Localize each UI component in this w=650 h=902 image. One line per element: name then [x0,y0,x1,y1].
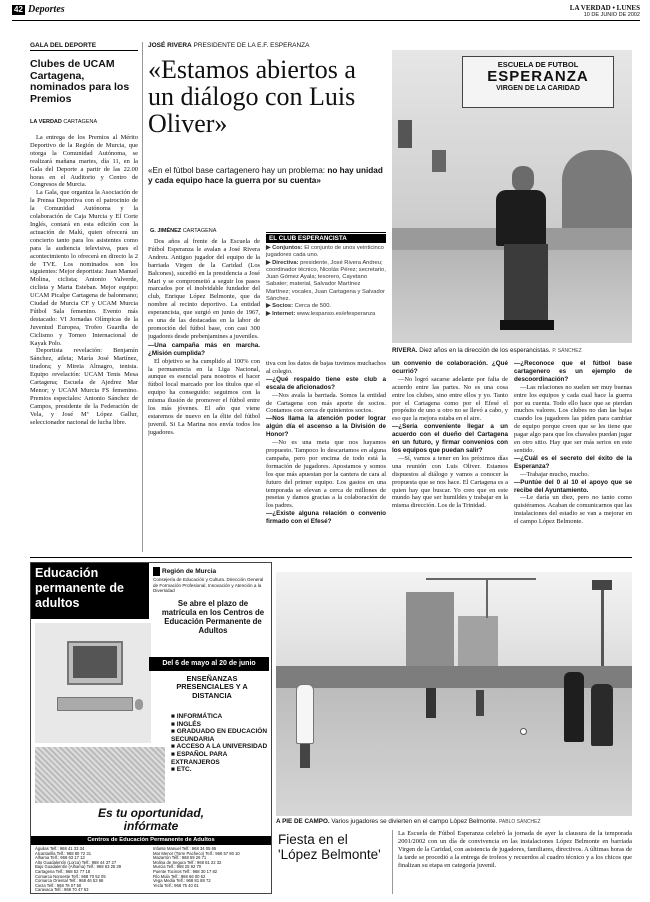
player-figure [476,690,484,716]
advertisement [30,562,272,894]
photo-window [432,150,446,172]
article-column-2 [266,360,386,550]
region-sub: Consejería de Educación y Cultura. Dirección General de Formación Profesional, Innovación y Atención a la Diversidad [153,577,264,593]
sidebar-credit [30,119,138,125]
ball-icon [520,728,527,735]
byline-name: G. JIMÉNEZ [150,228,182,234]
ad-region [153,567,269,594]
kicker-name: JOSÉ RIVERA [148,42,192,49]
photo2-caption [276,818,632,825]
issue-date: 10 DE JUNIO DE 2002 [583,12,640,18]
photo-window [398,120,412,148]
club-box-title: EL CLUB ESPERANCISTA [266,234,386,243]
deck-normal: «En el fútbol base cartagenero hay un problema: [148,166,326,175]
photo1-credit: P. SÁNCHEZ [552,348,582,354]
player-figure [426,688,436,718]
photo2-floodlight [592,580,612,590]
deck-bold: no hay unidad y cada equipo hace la guerra por su cuenta» [148,166,383,185]
bottom-divider [392,830,393,894]
article-headline: «Estamos abiertos a un diálogo con Luis Oliver» [148,55,356,138]
ad-course-item: ■ GRADUADO EN EDUCACIÓN SECUNDARIA [171,728,268,743]
photo2-credit: PABLO SÁNCHEZ [498,819,541,825]
player-figure [300,744,310,768]
byline-place: CARTAGENA [182,228,217,234]
photo2-caption-text: Varios jugadores se divierten en el campo López Belmonte. [331,818,498,825]
article-paragraph: —Trabajar mucho, mucho. [520,470,589,478]
club-box-item: ▶ Socios: Cerca de 500. [266,303,332,310]
ad-centers-left: Águilas Telf.: 968 41 33 34 Alcantarilla Telf.: 968 80 72 31 Alhama Telf.: 968 63 17 13 Alto Guadalentín (Lorca) Telf.: 968 44 37 27 Bajo Guadalentín (Alhama) Telf.: 968 63 25 39 Cartagena Telf.: 968 52 77 18 Comarca Noroeste Telf.: 968 70 52 05 Comarca Oriental Telf.: 968 46 53 68 Cieza Telf.: 968 76 07 50 Caravaca Telf.: 968 70 47 63 [35,846,122,893]
ad-teaching: ENSEÑANZAS PRESENCIALES Y A DISTANCIA [176,674,248,700]
ad-open-text: Se abre el plazo de matrícula en los Centros de Educación Permanente de Adultos [161,599,265,635]
ad-course-item: ■ ESPAÑOL PARA EXTRANJEROS [171,750,228,766]
person-torso [496,190,546,246]
computer-keyboard-icon [57,697,133,711]
header-rule [12,20,640,21]
ad-course-item: ■ ETC. [171,766,192,774]
article-question: —Puntúe del 0 al 10 el apoyo que se recibe del Ayuntamiento. [514,478,632,494]
player-figure [564,672,584,742]
sidebar-body [30,134,138,554]
sidebar-kicker: GALA DEL DEPORTE [30,42,138,51]
article-question: —¿Cuál es el secreto del éxito de la Esperanza? [514,454,632,470]
article-paragraph: —Le daría un diez, pero no tanto como quisiéramos. Acaban de comunicarnos que las instalaciones del estadio se van a mejorar en el campo López Belmonte. [514,494,632,526]
article-paragraph: —Nos avala la barriada. Somos la entidad de Cartagena con más aporte de socios. Contamos con cerca de quinientos socios. [266,391,386,415]
article-byline [150,228,216,234]
sign-line-2: ESPERANZA [487,68,589,85]
ad-slogan-line-1: Es tu oportunidad, [98,806,204,820]
bottom-text: La Escuela de Fútbol Esperanza celebró la jornada de ayer la clausura de la temporada 2001/2002 con un día de convivencia en las instalaciones López Belmonte en barriada Virgen de la Caridad, con asistencia de jugadores, familiares, directivos. A últimas horas de la tarde se procedió a la entrega de trofeos y recuerdos al cuadro técnico y a los chicos que finalizan su etapa en categoría juvenil. [398,830,632,869]
ad-title: Educación permanente de adultos [35,566,124,610]
club-box-item: ▶ Internet: www.lespanso.es/efesperanza [266,310,376,317]
photo1-caption-text: Diez años en la dirección de los esperancistas. [419,347,551,354]
photo2-building [406,592,454,672]
computer-illustration [35,623,151,743]
ad-slogan-line-2: infórmate [123,819,179,833]
article-column-4 [514,360,632,550]
article-paragraph: —Las relaciones no suelen ser muy buenas entre los equipos y cada cual hace la guerra por su cuenta. Todo ello hace que se pierdan muchos valores. Los clubes no dan las bajas cuando los jugadores las piden para cambiar de equipo porque creen que se les tiene que pagar algo para que los chavales puedan jugar en otro sitio. Hay que ser más serios en este sentido. [514,383,632,454]
article-kicker [148,42,388,49]
article-paragraph: Dos años al frente de la Escuela de Fútbol Esperanza le avalan a José Rivera Andreu. Antiguo jugador del equipo de la barriada Virgen de la Caridad (Los Balcones), sucedió en la presidencia a José Mari y se comprometió a seguir los pasos marcados por el inolvidable fundador del club, Enrique López Belmonte, que da nombre al recinto deportivo. La entidad esperancista, que surgió en junio de 1967, es una de las destacadas en la labor de promoción del fútbol base, con casi 300 jugadores desde prebenjamines a juveniles. [148,238,260,340]
person-feet [500,320,554,330]
article-question: —¿Sería conveniente llegar a un acuerdo con el dueño del Cartagena en un futuro, y firmar convenios con los equipos que puedan salir? [392,423,508,454]
club-info-box [266,232,386,354]
photo2-caption-lead: A PIE DE CAMPO. [276,818,330,825]
sign-line-1: ESCUELA DE FUTBOL [497,60,579,69]
club-box-item: ▶ Conjuntos: El conjunto de unos veinticinco jugadores cada uno. [266,245,384,259]
ad-centers-right: Infante Manuel Telf.: 968 34 05 65 Mar Menor (Torre Pacheco) Telf.: 968 57 80 10 Mazarrón Telf.: 968 59 26 71 Molina de Segura Telf.: 968 61 22 32 Murcia Telf.: 968 25 92 70 Puente Tocinos Telf.: 968 30 17 82 Río Mula Telf.: 968 66 00 62 Vega Media Telf.: 968 81 88 72 Yecla Telf.: 968 75 40 01 [153,846,240,888]
article-question: un convenio de colaboración. ¿Qué ocurrió? [392,360,508,375]
article-paragraph: —Sí, vamos a tener en los próximos días una reunión con Luis Oliver. Estamos dispuestos al diálogo y vamos a conocer la propuesta que se nos hace. El Cartagena es a quien hay que buscar. Yo creo que en este mundo hay que ser humildes y trabajar en la misma dirección. Los de la Trinidad. [392,454,508,510]
ad-centers-title: Centros de Educación Permanente de Adultos [31,836,271,845]
kicker-role: PRESIDENTE DE LA E.F. ESPERANZA [193,42,310,49]
region-logo-icon [153,567,160,576]
photo1-caption-lead: RIVERA. [392,347,418,354]
page-number: 42 [14,5,23,14]
article-column-3 [392,360,508,550]
article-question: —Una campaña más en marcha. ¿Misión cumplida? [148,341,260,357]
page-header [12,4,640,18]
rivera-photo [392,50,632,343]
sidebar-paragraph: La Gala, que organiza la Asociación de la Prensa Deportiva con el patrocinio de la Comunidad Autónoma y la colaboración de Caja Murcia y El Corte Inglés, contará en esta edición con la actuación de Malú, quien ofrecerá un concierto tanto para los asistentes como para la audiencia televisiva, pues el acontecimiento lo ofrecerá en directo la 2 de TVE. Los nominados son los siguientes: Mejor deportista: Juan Manuel Molina, ciclista; Antonio Valverde, ciclista y Marta Esteban. Mejor equipo: UCAM Picalpe Cartagena de balonmano; Ciudad de Murcia CF y UCAM Murcia Fútbol Sala femenino. Evento más destacado: VI Jornadas Olímpicas de la Juventud Europea, Trofeo Guardia de Ciclismo y Torneo Internacional de Kayak Polo. [30,189,138,347]
ad-illustration-bottom [35,747,165,803]
photo2-crane [486,578,488,618]
ad-title-band [31,563,149,619]
ad-course-list [171,713,269,774]
sidebar-divider [142,42,143,552]
section-name: Deportes [28,4,65,15]
region-name: Región de Murcia [153,567,269,576]
article-deck [148,166,388,186]
article-question: —¿Reconoce que el fútbol base cartagenero es un ejemplo de descoordinación? [514,360,632,383]
person-legs [504,244,548,322]
player-figure [296,684,314,744]
ad-course-item: ■ INGLÉS [171,720,201,728]
sidebar-title: Clubes de UCAM Cartagena, nominados para los Premios [30,58,130,105]
article-paragraph: tiva con los datos de bajas tuvimos muchachos al colegio. [266,360,386,375]
article-question: —¿Qué respaldo tiene este club a escala de aficionados? [266,375,386,391]
photo2-crane [426,578,536,580]
ad-dates: Del 6 de mayo al 20 de junio [149,657,269,671]
article-column-1 [148,238,260,550]
sidebar-paragraph: Deportista revelación: Benjamín Sánchez, atleta; María José Martínez, tiradora; y Mireia Almagro, tenista. Equipo revelación: UCAM Tenis Mesa Cartagena; Escuela de Ajedrez Mar Menor; y UCAM Murcia FS femenino. Premios especiales: Antonio Sánchez de Campos, presidente de la Federación de Vela, y José Mª López Gallur, seleccionador nacional de lucha libre. [30,347,138,426]
middle-rule [30,557,632,558]
sidebar-column [30,42,138,562]
article-question: —Nos llama la atención poder lograr algún día el ascenso a la División de Honor? [266,415,386,439]
photo2-building [458,616,498,672]
sidebar-credit-source: LA VERDAD [30,119,62,125]
club-box-item: ▶ Directiva: presidente, José Rivera Andreu; coordinador técnico, Nicolás Pérez; secretario, Juan Gómez Ayala; tesorero, Cayetano Sabater; material, Salvador Martínez Martínez; vocales, Juan Cartagena y Salvador Sánchez. [266,259,386,303]
computer-screen [73,646,117,678]
article-question: —¿Existe alguna relación o convenio firmado con el Efesé? [266,510,386,526]
paper-name: LA VERDAD • LUNES [569,4,640,12]
club-box-list [266,245,386,318]
sidebar-paragraph: La entrega de los Premios al Mérito Deportivo de la Región de Murcia, que otorga la Comunidad Autónoma, se realizará mañana martes, día 11, en la Gala del Deporte a partir de las 22.00 horas en el Auditorio y Centro de Congresos de Murcia. [30,134,138,189]
ad-course-item: ■ ACCESO A LA UNIVERSIDAD [171,743,268,751]
club-sign [462,56,614,108]
sidebar-credit-place: CARTAGENA [63,119,98,125]
photo2-floodlight [601,586,604,676]
ad-course-item: ■ INFORMÁTICA [171,713,223,720]
article-paragraph: El objetivo se ha cumplido al 100% con la permanencia en la Liga Nacional, aunque es esencial para nosotros el hacer fútbol local marcado por los títulos que el equipo ha conseguido: seguimos con la misma ilusión de promover el fútbol entre los más jóvenes. El año que viene estaremos de nuevo en la élite del fútbol juvenil. Si La Marina nos envía todos los jugadores. [148,357,260,436]
article-paragraph: —No logró sacarse adelante por falta de acuerdo entre las partes. No es una cosa entre los clubes, sino entre ellos y yo. Tanto por el Cartagena como por el Efesé el propósito de uno u otro no se llevó a cabo, y eso que la mejora estaba en el aire. [392,375,508,423]
article-paragraph: —No es una meta que nos hayamos propuesto. Tampoco lo descartamos en alguna campaña, pero por encima de todo está la formación de jugadores. Apostamos y somos los que más apuestan por la cantera de cara al futuro del primer equipo. Los gastos en una temporada se elevan a cerca de millones de pesetas y damos gracias a la colaboración de los padres. [266,439,386,510]
field-photo [276,572,632,816]
sign-line-3: VIRGEN DE LA CARIDAD [496,85,580,92]
bottom-title: Fiesta en el 'López Belmonte' [278,832,381,862]
player-figure [591,684,613,746]
photo2-sky [276,572,632,672]
ad-slogan [31,807,271,833]
person-head [512,166,534,192]
photo1-caption [392,347,632,354]
computer-mouse-icon [135,699,143,710]
